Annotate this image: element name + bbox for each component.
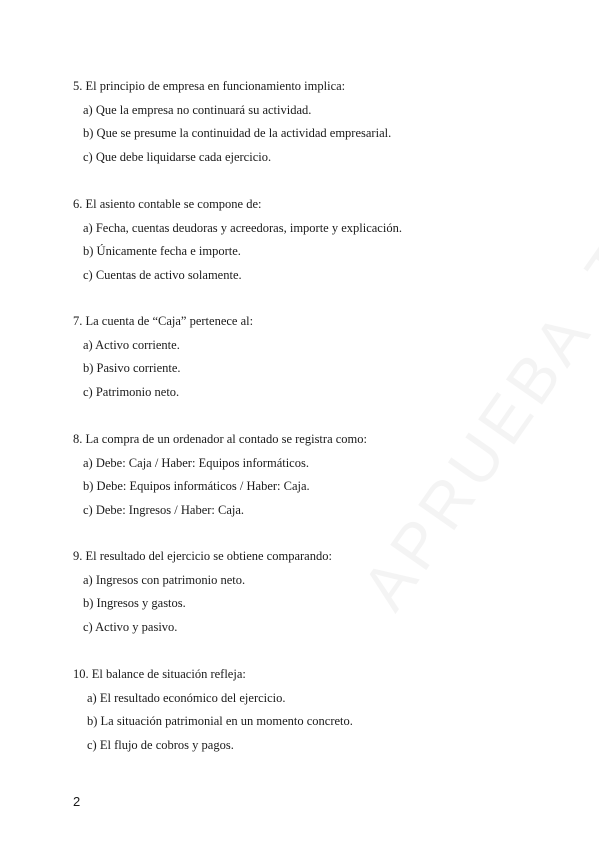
question-6 [73, 193, 402, 287]
question-title: 7. La cuenta de “Caja” pertenece al: [73, 314, 254, 328]
question-9 [73, 545, 332, 639]
question-5 [73, 75, 391, 169]
answer-option-a: a) Fecha, cuentas deudoras y acreedoras, importe y explicación. [83, 220, 402, 235]
answer-option-b: b) Ingresos y gastos. [83, 596, 186, 611]
question-8 [73, 428, 367, 522]
answer-option-c: c) El flujo de cobros y pagos. [87, 737, 234, 752]
question-10 [73, 663, 353, 757]
answer-option-a: a) Debe: Caja / Haber: Equipos informáticos. [83, 455, 309, 470]
answer-option-a: a) Que la empresa no continuará su actividad. [83, 102, 312, 117]
answer-option-a: a) Activo corriente. [83, 337, 180, 352]
answer-option-b: b) Únicamente fecha e importe. [83, 244, 241, 259]
answer-option-a: a) Ingresos con patrimonio neto. [83, 572, 246, 587]
question-title: 5. El principio de empresa en funcionamiento implica: [73, 79, 346, 93]
answer-option-c: c) Debe: Ingresos / Haber: Caja. [83, 502, 245, 517]
question-title: 8. La compra de un ordenador al contado se registra como: [73, 432, 367, 446]
question-title: 6. El asiento contable se compone de: [73, 197, 262, 211]
answer-option-b: b) Que se presume la continuidad de la actividad empresarial. [83, 126, 392, 141]
answer-option-c: c) Que debe liquidarse cada ejercicio. [83, 149, 272, 164]
answer-option-c: c) Cuentas de activo solamente. [83, 267, 242, 282]
watermark [347, 91, 599, 623]
answer-option-b: b) Debe: Equipos informáticos / Haber: Caja. [83, 479, 310, 494]
question-title: 9. El resultado del ejercicio se obtiene comparando: [73, 549, 332, 563]
answer-option-b: b) La situación patrimonial en un momento concreto. [87, 714, 353, 729]
page-number: 2 [73, 794, 81, 809]
answer-option-c: c) Patrimonio neto. [83, 384, 180, 399]
question-7 [73, 310, 253, 404]
answer-option-b: b) Pasivo corriente. [83, 361, 181, 376]
answer-option-c: c) Activo y pasivo. [83, 619, 178, 634]
answer-option-a: a) El resultado económico del ejercicio. [87, 690, 286, 705]
question-title: 10. El balance de situación refleja: [73, 667, 246, 681]
